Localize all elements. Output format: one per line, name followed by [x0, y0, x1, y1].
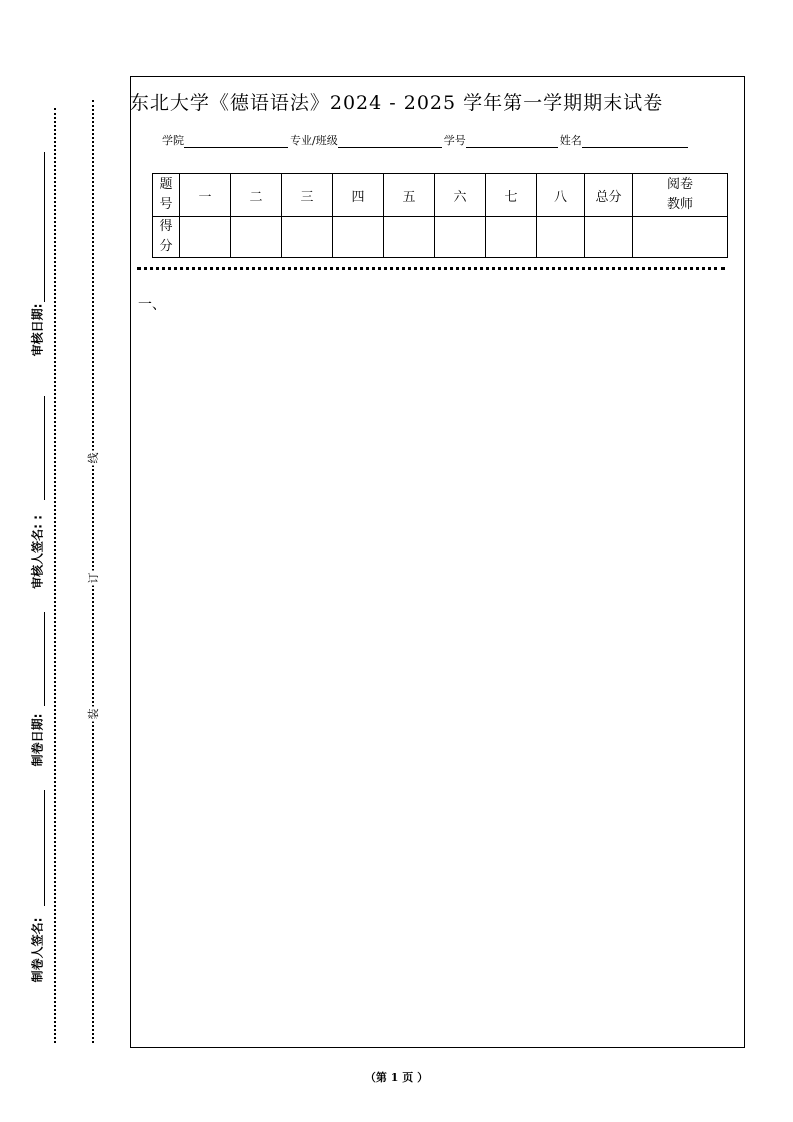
- student-info-row: [162, 132, 690, 148]
- reviewer-header-line: 阅卷: [666, 177, 693, 192]
- name-label: 姓名: [559, 134, 582, 147]
- score-cell[interactable]: [486, 217, 537, 258]
- college-field[interactable]: [184, 134, 288, 148]
- column-header: 八: [537, 174, 585, 217]
- reviewer-header-line: 教师: [666, 197, 693, 212]
- score-table-header-row: [153, 174, 728, 217]
- reviewer-signature-label: 审核人签名: :: [30, 515, 45, 589]
- total-score-cell[interactable]: [585, 217, 633, 258]
- score-cell[interactable]: [333, 217, 384, 258]
- name-field[interactable]: [582, 134, 688, 148]
- score-table: [152, 173, 728, 258]
- score-cell[interactable]: [180, 217, 231, 258]
- major-class-label: 专业/班级: [290, 134, 338, 147]
- section-separator: [137, 267, 725, 270]
- review-date-line: [44, 152, 45, 302]
- question-one-label: 一、: [138, 297, 166, 313]
- signature-dotted-line: [54, 108, 56, 1043]
- paper-date-line: [44, 612, 45, 706]
- paper-maker-signature-label: 制卷人签名:: [30, 917, 45, 983]
- score-cell[interactable]: [384, 217, 435, 258]
- score-cell[interactable]: [537, 217, 585, 258]
- binding-label-xian: 线: [87, 452, 100, 464]
- column-header: 四: [333, 174, 384, 217]
- score-table-score-row: [153, 217, 728, 258]
- column-header: 三: [282, 174, 333, 217]
- column-header: 二: [231, 174, 282, 217]
- column-header: 五: [384, 174, 435, 217]
- binding-label-zhuang: 装: [87, 708, 100, 720]
- reviewer-signature-line: [44, 396, 45, 500]
- student-id-field[interactable]: [466, 134, 558, 148]
- binding-label-ding: 订: [87, 572, 100, 584]
- column-header: 一: [180, 174, 231, 217]
- exam-title: 东北大学《德语语法》2024 - 2025 学年第一学期期末试卷: [129, 92, 664, 114]
- reviewer-cell[interactable]: [633, 217, 728, 258]
- page-number: （第 1 页 ）: [364, 1071, 429, 1084]
- column-header: 七: [486, 174, 537, 217]
- student-id-label: 学号: [443, 134, 466, 147]
- total-score-header: 总分: [585, 174, 633, 217]
- question-number-header: [153, 174, 180, 217]
- header-char: 分: [159, 239, 173, 254]
- header-char: 号: [159, 197, 173, 212]
- score-row-header: [153, 217, 180, 258]
- reviewer-header: [633, 174, 728, 217]
- major-class-field[interactable]: [338, 134, 442, 148]
- column-header: 六: [435, 174, 486, 217]
- header-char: 题: [159, 177, 173, 192]
- paper-date-label: 制卷日期:: [30, 713, 45, 767]
- header-char: 得: [159, 219, 173, 234]
- paper-maker-signature-line: [44, 790, 45, 906]
- score-cell[interactable]: [231, 217, 282, 258]
- score-cell[interactable]: [282, 217, 333, 258]
- score-cell[interactable]: [435, 217, 486, 258]
- review-date-label: 审核日期:: [30, 303, 45, 357]
- college-label: 学院: [162, 134, 184, 147]
